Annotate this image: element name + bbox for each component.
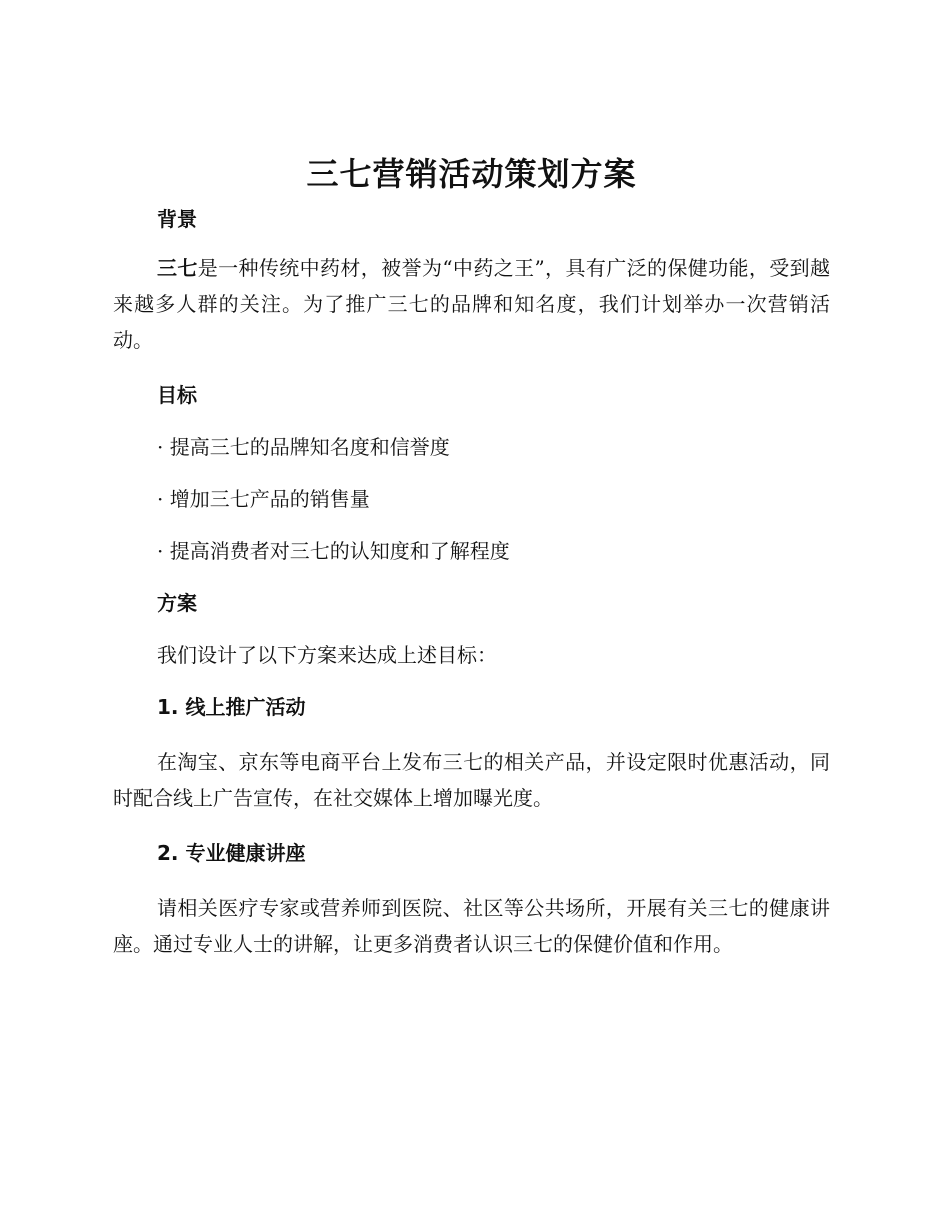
section-heading-background: 背景 — [157, 207, 197, 231]
plan-section-body-lecture: 请相关医疗专家或营养师到医院、社区等公共场所，开展有关三七的健康讲座。通过专业人士的讲解，让更多消费者认识三七的保健价值和作用。 — [113, 896, 830, 956]
section-heading-plan: 方案 — [157, 591, 197, 615]
background-lead: 三七 — [157, 256, 198, 280]
document-title: 三七营销活动策划方案 — [306, 155, 637, 193]
plan-section-heading-lecture: 2. 专业健康讲座 — [157, 841, 306, 865]
background-body: 是一种传统中药材，被誉为“中药之王”，具有广泛的保健功能，受到越来越多人群的关注。为了推广三七的品牌和知名度，我们计划举办一次营销活动。 — [113, 256, 831, 352]
goal-item: · 提高消费者对三七的认知度和了解程度 — [157, 539, 510, 563]
goal-item: · 提高三七的品牌知名度和信誉度 — [157, 435, 450, 459]
section-heading-goals: 目标 — [157, 383, 197, 407]
goal-item: · 增加三七产品的销售量 — [157, 487, 370, 511]
plan-section-body-online: 在淘宝、京东等电商平台上发布三七的相关产品，并设定限时优惠活动，同时配合线上广告宣传，在社交媒体上增加曝光度。 — [113, 750, 830, 810]
plan-section-heading-online: 1. 线上推广活动 — [157, 695, 306, 719]
plan-intro: 我们设计了以下方案来达成上述目标： — [157, 643, 497, 667]
background-paragraph — [113, 250, 830, 358]
